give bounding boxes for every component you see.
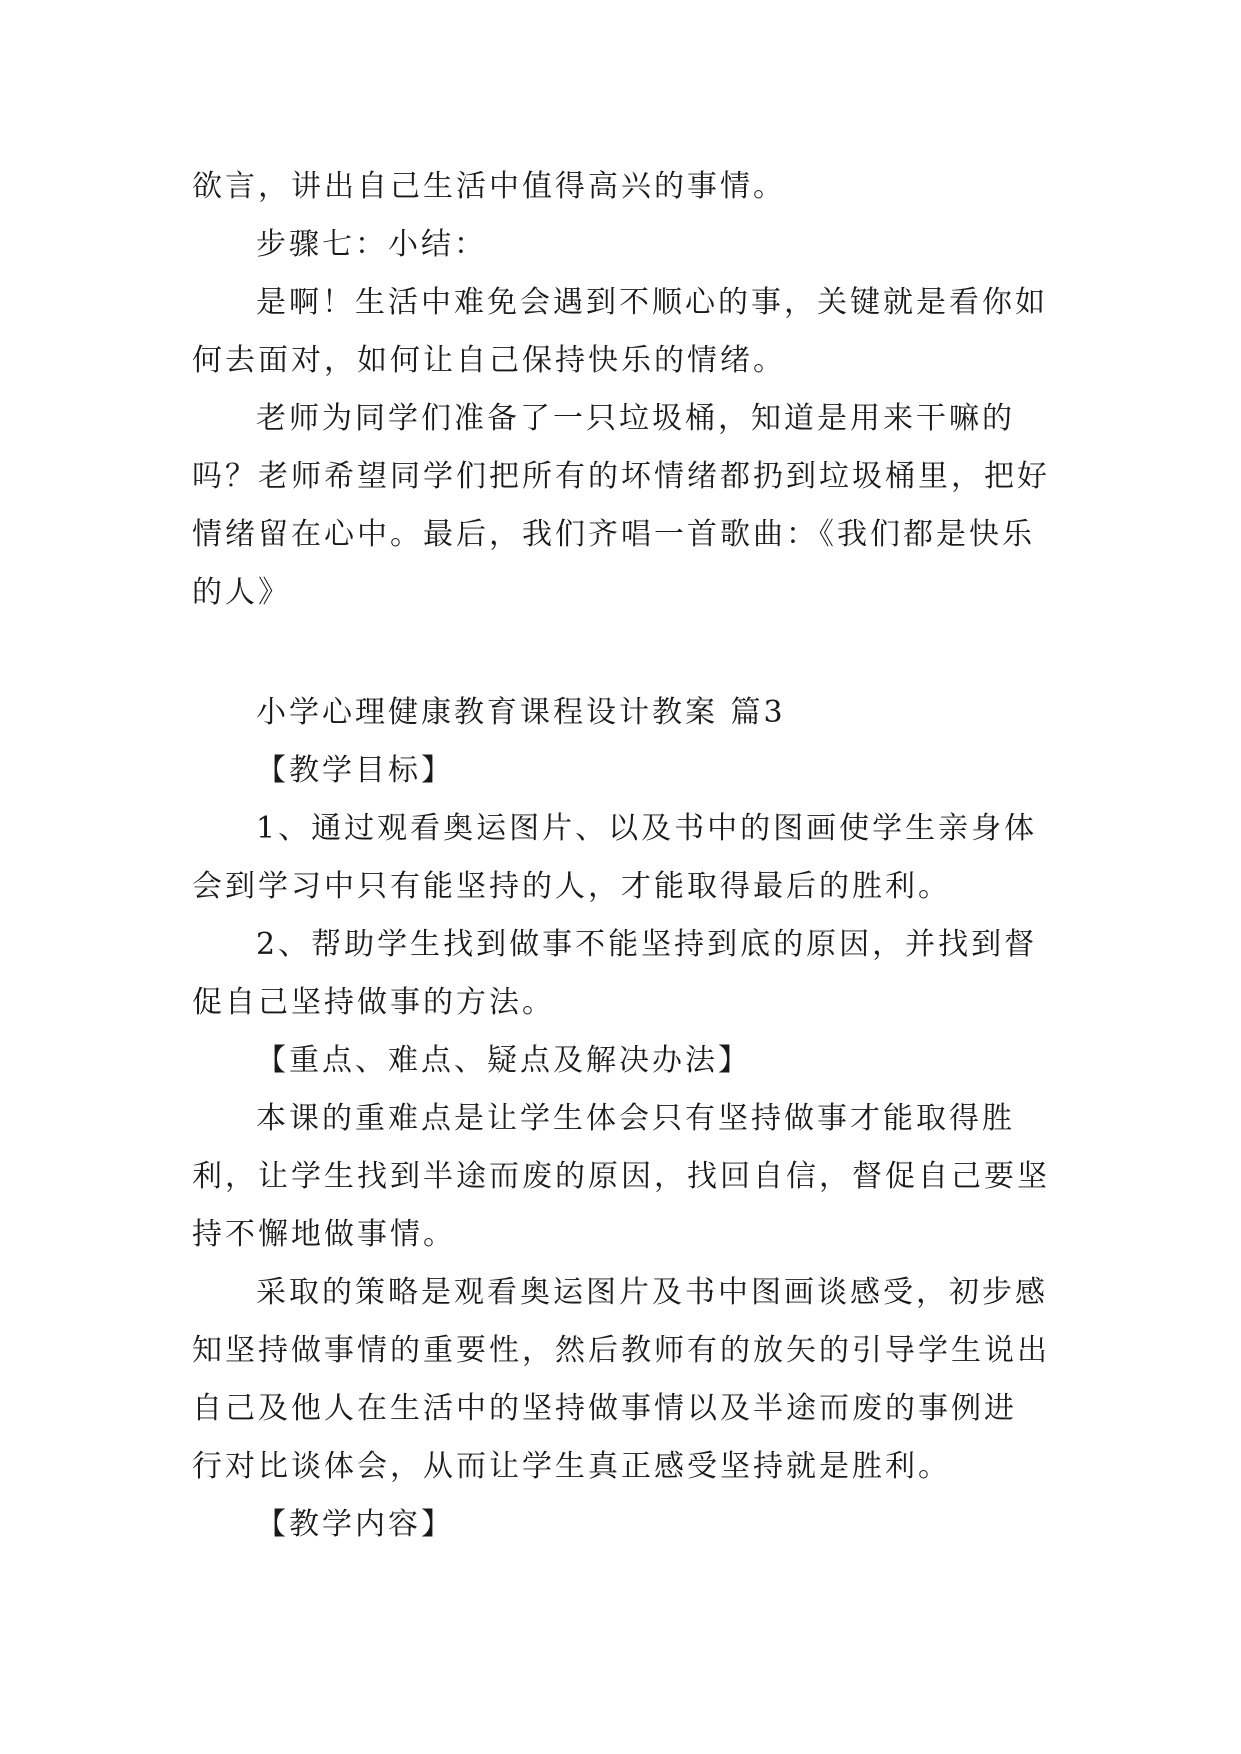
text-line: 是啊！生活中难免会遇到不顺心的事，关键就是看你如 [256,285,1048,320]
text-line: 本课的重难点是让学生体会只有坚持做事才能取得胜 [256,1101,1015,1136]
subsection-heading: 【教学内容】 [256,1507,454,1542]
subsection-heading: 【重点、难点、疑点及解决办法】 [256,1043,751,1078]
text-line: 采取的策略是观看奥运图片及书中图画谈感受，初步感 [256,1275,1048,1310]
text-line: 利，让学生找到半途而废的原因，找回自信，督促自己要坚 [192,1159,1050,1194]
text-line: 知坚持做事情的重要性，然后教师有的放矢的引导学生说出 [192,1333,1050,1368]
text-line: 老师为同学们准备了一只垃圾桶，知道是用来干嘛的 [256,401,1015,436]
text-line: 步骤七：小结： [256,227,487,262]
text-line: 2、帮助学生找到做事不能坚持到底的原因，并找到督 [256,927,1038,962]
text-line: 持不懈地做事情。 [192,1217,456,1252]
body-text-block-2 [192,684,1058,1554]
subsection-heading: 【教学目标】 [256,753,454,788]
text-line: 1、通过观看奥运图片、以及书中的图画使学生亲身体 [256,811,1038,846]
text-line: 吗？老师希望同学们把所有的坏情绪都扔到垃圾桶里，把好 [192,459,1050,494]
text-line: 自己及他人在生活中的坚持做事情以及半途而废的事例进 [192,1391,1017,1426]
text-line: 何去面对，如何让自己保持快乐的情绪。 [192,343,786,378]
body-text-block-1 [192,158,1058,622]
text-line: 情绪留在心中。最后，我们齐唱一首歌曲：《我们都是快乐 [192,517,1035,552]
text-line: 会到学习中只有能坚持的人，才能取得最后的胜利。 [192,869,951,904]
text-line: 促自己坚持做事的方法。 [192,985,555,1020]
text-line: 行对比谈体会，从而让学生真正感受坚持就是胜利。 [192,1449,951,1484]
text-line: 欲言，讲出自己生活中值得高兴的事情。 [192,169,786,204]
section-heading: 小学心理健康教育课程设计教案 篇3 [256,695,786,730]
text-line: 的人》 [192,575,291,610]
